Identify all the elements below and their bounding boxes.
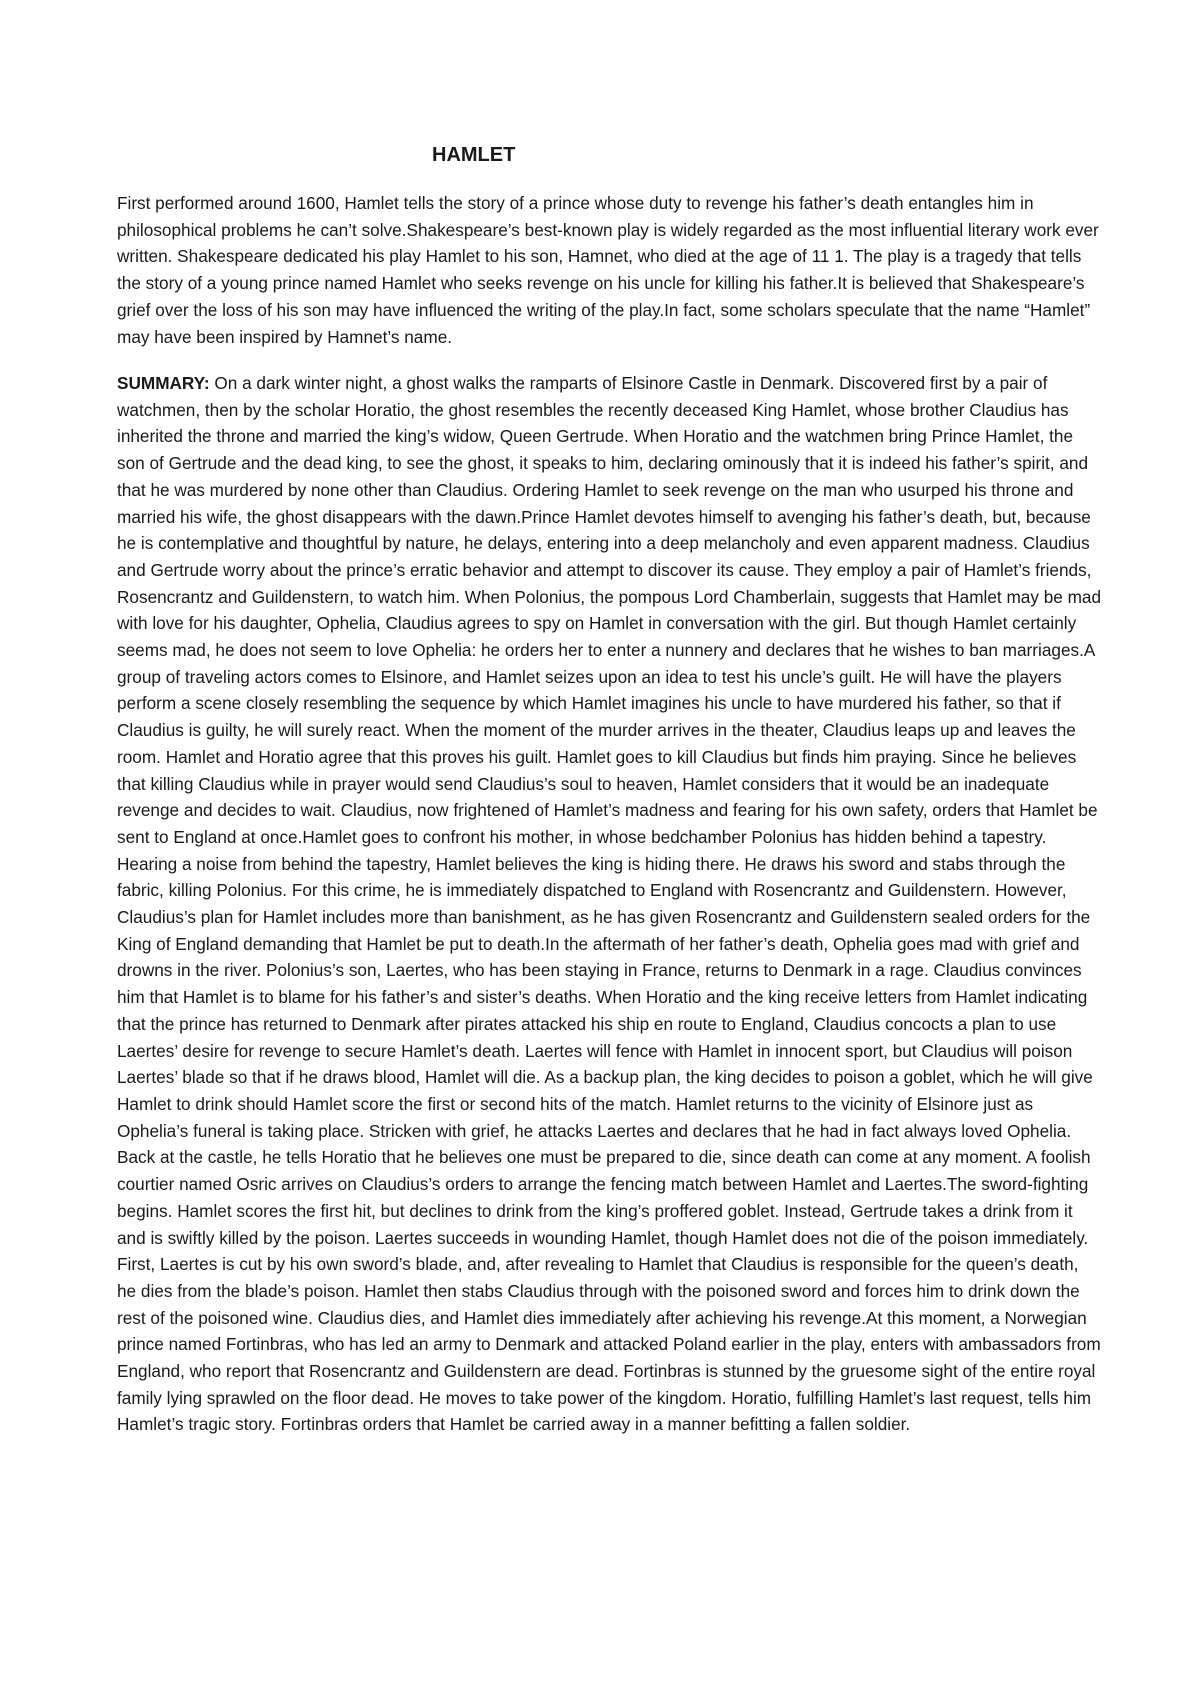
intro-paragraph: First performed around 1600, Hamlet tells the story of a prince whose duty to revenge his father’s death entangles him in philosophical problems he can’t solve.Shakespeare’s best-known play is widely regarded as the most influential literary work ever written. Shakespeare dedicated his play Hamlet to his son, Hamnet, who died at the age of 11 1. The play is a tragedy that tells the story of a young prince named Hamlet who seeks revenge on his uncle for killing his father.It is believed that Shakespeare’s grief over the loss of his son may have influenced the writing of the play.In fact, some scholars speculate that the name “Hamlet” may have been inspired by Hamnet’s name. bbox=[117, 193, 1099, 347]
summary-label: SUMMARY: bbox=[117, 373, 210, 393]
summary-paragraph bbox=[117, 370, 1102, 1438]
page-title: HAMLET bbox=[432, 144, 516, 166]
summary-text: On a dark winter night, a ghost walks the ramparts of Elsinore Castle in Denmark. Discovered first by a pair of watchmen, then by the scholar Horatio, the ghost resembles the recently deceased King Hamlet, whose brother Claudius has inherited the throne and married the king’s widow, Queen Gertrude. When Horatio and the watchmen bring Prince Hamlet, the son of Gertrude and the dead king, to see the ghost, it speaks to him, declaring ominously that it is indeed his father’s spirit, and that he was murdered by none other than Claudius. Ordering Hamlet to seek revenge on the man who usurped his throne and married his wife, the ghost disappears with the dawn.Prince Hamlet devotes himself to avenging his father’s death, but, because he is contemplative and thoughtful by nature, he delays, entering into a deep melancholy and even apparent madness. Claudius and Gertrude worry about the prince’s erratic behavior and attempt to discover its cause. They employ a pair of Hamlet’s friends, Rosencrantz and Guildenstern, to watch him. When Polonius, the pompous Lord Chamberlain, suggests that Hamlet may be mad with love for his daughter, Ophelia, Claudius agrees to spy on Hamlet in conversation with the girl. But though Hamlet certainly seems mad, he does not seem to love Ophelia: he orders her to enter a nunnery and declares that he wishes to ban marriages.A group of traveling actors comes to Elsinore, and Hamlet seizes upon an idea to test his uncle’s guilt. He will have the players perform a scene closely resembling the sequence by which Hamlet imagines his uncle to have murdered his father, so that if Claudius is guilty, he will surely react. When the moment of the murder arrives in the theater, Claudius leaps up and leaves the room. Hamlet and Horatio agree that this proves his guilt. Hamlet goes to kill Claudius but finds him praying. Since he believes that killing Claudius while in prayer would send Claudius’s soul to heaven, Hamlet considers that it would be an inadequate revenge and decides to wait. Claudius, now frightened of Hamlet’s madness and fearing for his own safety, orders that Hamlet be sent to England at once.Hamlet goes to confront his mother, in whose bedchamber Polonius has hidden behind a tapestry. Hearing a noise from behind the tapestry, Hamlet believes the king is hiding there. He draws his sword and stabs through the fabric, killing Polonius. For this crime, he is immediately dispatched to England with Rosencrantz and Guildenstern. However, Claudius’s plan for Hamlet includes more than banishment, as he has given Rosencrantz and Guildenstern sealed orders for the King of England demanding that Hamlet be put to death.In the aftermath of her father’s death, Ophelia goes mad with grief and drowns in the river. Polonius’s son, Laertes, who has been staying in France, returns to Denmark in a rage. Claudius convinces him that Hamlet is to blame for his father’s and sister’s deaths. When Horatio and the king receive letters from Hamlet indicating that the prince has returned to Denmark after pirates attacked his ship en route to England, Claudius concocts a plan to use Laertes’ desire for revenge to secure Hamlet’s death. Laertes will fence with Hamlet in innocent sport, but Claudius will poison Laertes’ blade so that if he draws blood, Hamlet will die. As a backup plan, the king decides to poison a goblet, which he will give Hamlet to drink should Hamlet score the first or second hits of the match. Hamlet returns to the vicinity of Elsinore just as Ophelia’s funeral is taking place. Stricken with grief, he attacks Laertes and declares that he had in fact always loved Ophelia. Back at the castle, he tells Horatio that he believes one must be prepared to die, since death can come at any moment. A foolish courtier named Osric arrives on Claudius’s orders to arrange the fencing match between Hamlet and Laertes.The sword-fighting begins. Hamlet scores the first hit, but declines to drink from the king’s proffered goblet. Instead, Gertrude takes a drink from it and is swiftly killed by the poison. Laertes succeeds in wounding Hamlet, though Hamlet does not die of the poison immediately. First, Laertes is cut by his own sword’s blade, and, after revealing to Hamlet that Claudius is responsible for the queen’s death, he dies from the blade’s poison. Hamlet then stabs Claudius through with the poisoned sword and forces him to drink down the rest of the poisoned wine. Claudius dies, and Hamlet dies immediately after achieving his revenge.At this moment, a Norwegian prince named Fortinbras, who has led an army to Denmark and attacked Poland earlier in the play, enters with ambassadors from England, who report that Rosencrantz and Guildenstern are dead. Fortinbras is stunned by the gruesome sight of the entire royal family lying sprawled on the floor dead. He moves to take power of the kingdom. Horatio, fulfilling Hamlet’s last request, tells him Hamlet’s tragic story. Fortinbras orders that Hamlet be carried away in a manner befitting a fallen soldier. bbox=[117, 373, 1102, 1435]
